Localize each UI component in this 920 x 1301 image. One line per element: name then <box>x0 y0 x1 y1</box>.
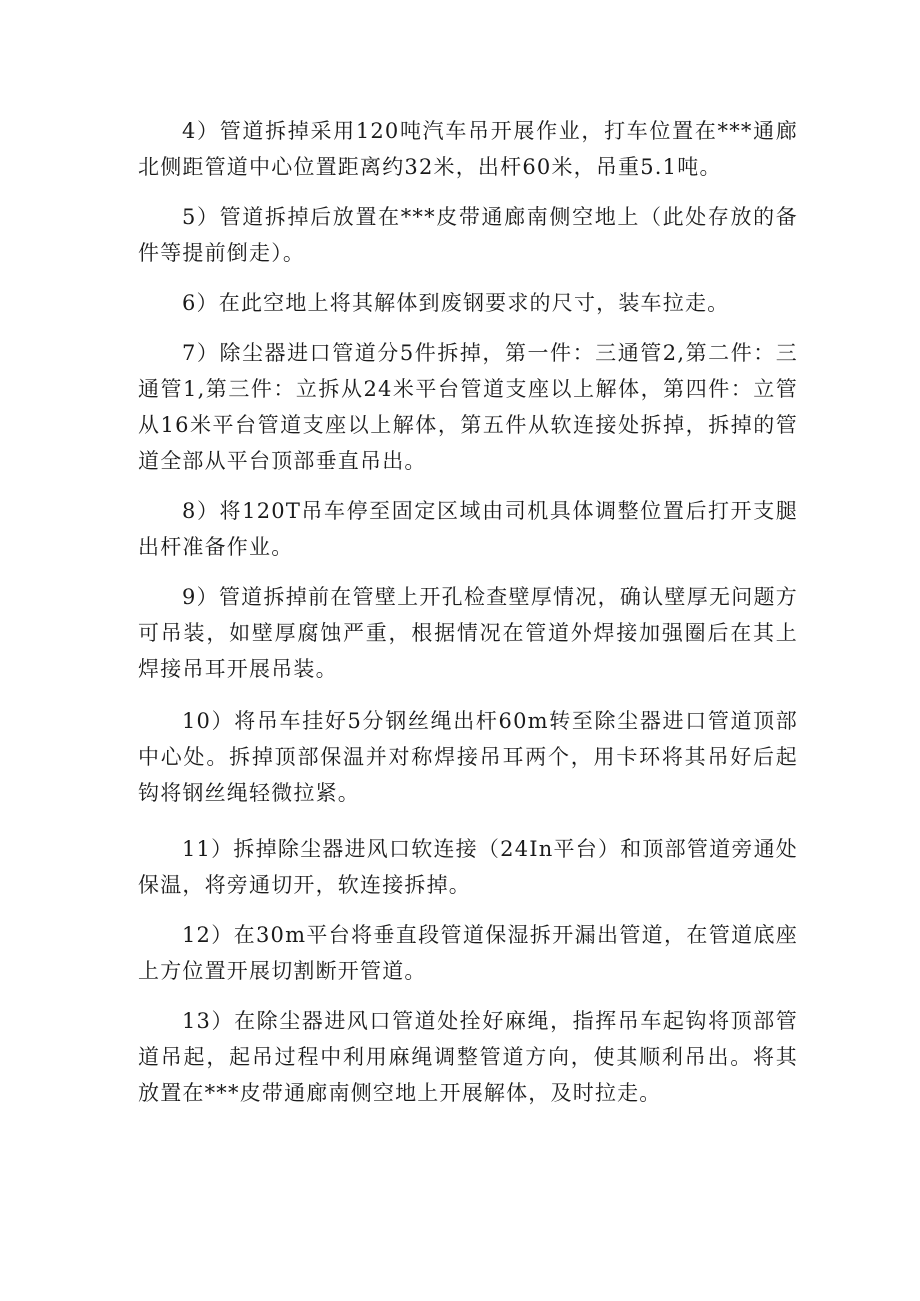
paragraph-step-13: 13）在除尘器进风口管道处拴好麻绳，指挥吊车起钩将顶部管道吊起，起吊过程中利用麻绳调整管道方向，使其顺利吊出。将其放置在***皮带通廊南侧空地上开展解体，及时拉走。 <box>138 1009 798 1105</box>
paragraph-step-6: 6）在此空地上将其解体到废钢要求的尺寸，装车拉走。 <box>182 291 730 315</box>
document-page <box>138 113 798 1111</box>
paragraph-step-5: 5）管道拆掉后放置在***皮带通廊南侧空地上（此处存放的备件等提前倒走）。 <box>138 205 798 265</box>
paragraph-step-10: 10）将吊车挂好5分钢丝绳出杆60m转至除尘器进口管道顶部中心处。拆掉顶部保温并对称焊接吊耳两个，用卡环将其吊好后起钩将钢丝绳轻微拉紧。 <box>138 709 798 805</box>
paragraph-step-7: 7）除尘器进口管道分5件拆掉，第一件：三通管2,第二件：三通管1,第三件：立拆从24米平台管道支座以上解体，第四件：立管从16米平台管道支座以上解体，第五件从软连接处拆掉，拆掉的管道全部从平台顶部垂直吊出。 <box>138 341 798 473</box>
paragraph-step-11: 11）拆掉除尘器进风口软连接（24In平台）和顶部管道旁通处保温，将旁通切开，软连接拆掉。 <box>138 837 798 897</box>
paragraph-step-8: 8）将120T吊车停至固定区域由司机具体调整位置后打开支腿出杆准备作业。 <box>138 499 798 559</box>
paragraph-step-4: 4）管道拆掉采用120吨汽车吊开展作业，打车位置在***通廊北侧距管道中心位置距离约32米，出杆60米，吊重5.1吨。 <box>138 119 798 179</box>
paragraph-step-9: 9）管道拆掉前在管壁上开孔检查壁厚情况，确认壁厚无问题方可吊装，如壁厚腐蚀严重，根据情况在管道外焊接加强圈后在其上焊接吊耳开展吊装。 <box>138 585 798 681</box>
paragraph-step-12: 12）在30m平台将垂直段管道保湿拆开漏出管道，在管道底座上方位置开展切割断开管道。 <box>138 923 798 983</box>
